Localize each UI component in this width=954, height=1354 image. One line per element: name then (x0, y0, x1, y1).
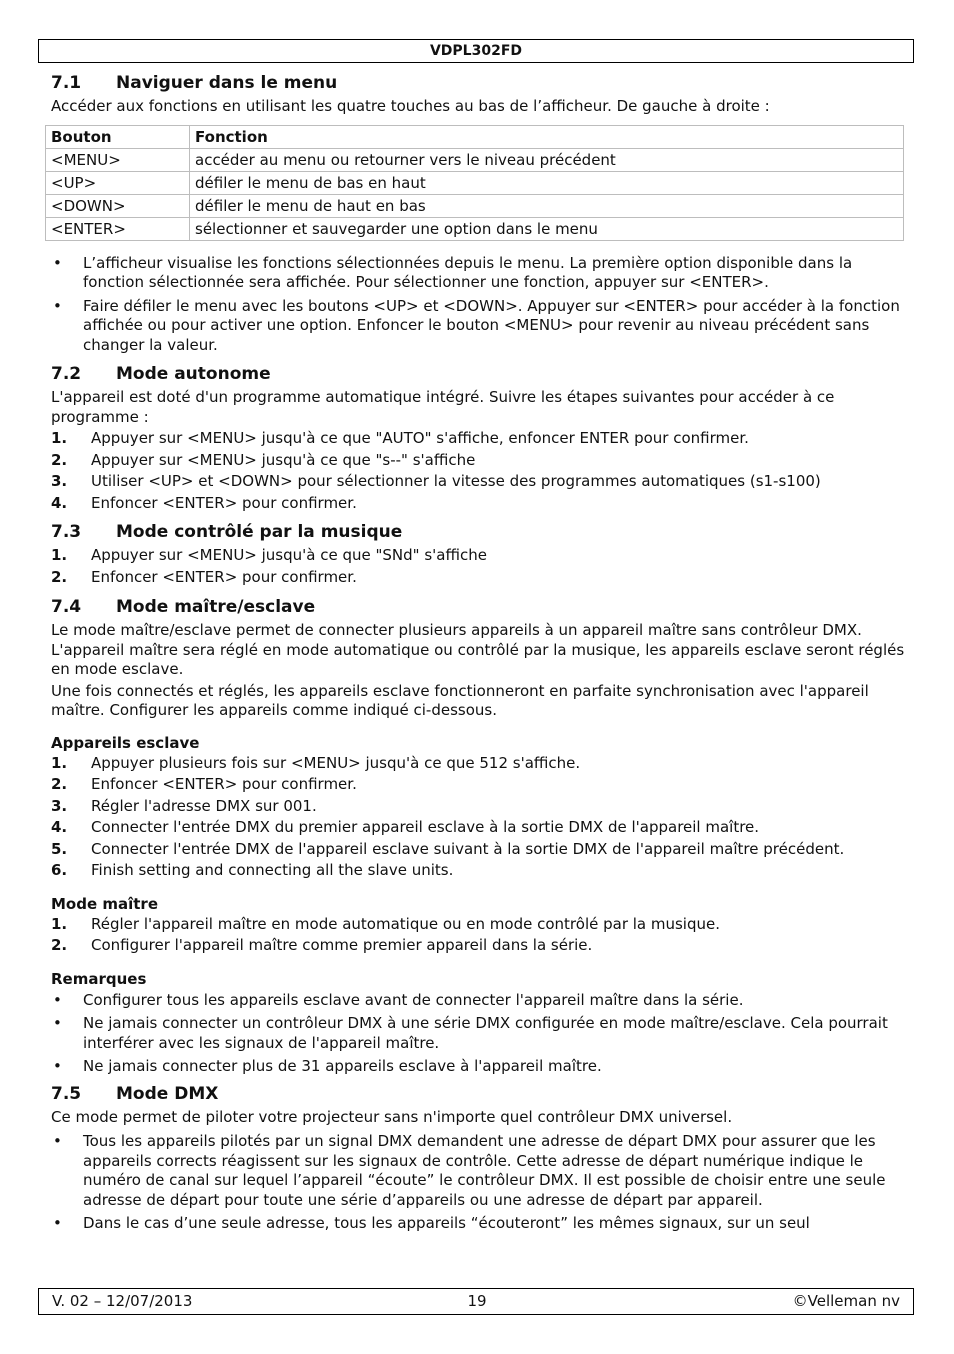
page-content (51, 70, 911, 1234)
section-heading-7-2: 7.2 Mode autonome (51, 364, 271, 384)
numbered-list (51, 753, 911, 882)
paragraph: Le mode maître/esclave permet de connecter plusieurs appareils à un appareil maître sans contrôleur DMX. L'appareil maître sera réglé en mode automatique ou contrôlé par la musique, les appareils esclave seront réglés en mode esclave. (51, 621, 905, 678)
list-item: 3. Utiliser <UP> et <DOWN> pour sélectionner la vitesse des programmes automatiques (s1-s100) (51, 472, 821, 490)
table-header-cell: Bouton (46, 125, 190, 148)
list-item: 2. Appuyer sur <MENU> jusqu'à ce que "s--" s'affiche (51, 450, 476, 469)
bullet-list (51, 991, 911, 1077)
table-cell: <MENU> (46, 148, 190, 171)
list-item: 3. Régler l'adresse DMX sur 001. (51, 796, 317, 815)
list-item: 2. Configurer l'appareil maître comme premier appareil dans la série. (51, 936, 593, 954)
list-item: 4. Enfoncer <ENTER> pour confirmer. (51, 493, 357, 512)
numbered-list (51, 428, 911, 514)
table-cell: <DOWN> (46, 194, 190, 217)
table-header-cell: Fonction (190, 125, 904, 148)
table-cell: défiler le menu de bas en haut (190, 171, 904, 194)
list-item: • Faire défiler le menu avec les boutons <UP> et <DOWN>. Appuyer sur <ENTER> pour accéder à la fonction affichée ou pour activer une option. Enfoncer le bouton <MENU> pour revenir au niveau précédent sans changer la valeur. (51, 297, 911, 356)
table-cell: accéder au menu ou retourner vers le niveau précédent (190, 148, 904, 171)
list-item: • Dans le cas d’une seule adresse, tous les appareils “écouteront” les mêmes signaux, sur un seul (51, 1214, 911, 1234)
paragraph: Une fois connectés et réglés, les appareils esclave fonctionneront en parfaite synchronisation avec l'appareil maître. Configurer les appareils comme indiqué ci-dessous. (51, 681, 869, 719)
bullet-list (51, 1132, 911, 1234)
table-cell: <ENTER> (46, 217, 190, 240)
table-header-row (46, 125, 904, 148)
numbered-list (51, 545, 911, 588)
subheading-remarks: Remarques (51, 969, 147, 988)
section-intro: L'appareil est doté d'un programme automatique intégré. Suivre les étapes suivantes pour accéder à ce programme : (51, 388, 835, 426)
subheading-slave: Appareils esclave (51, 733, 200, 752)
subheading-master: Mode maître (51, 894, 158, 913)
section-intro: Ce mode permet de piloter votre projecteur sans n'importe quel contrôleur DMX universel. (51, 1107, 733, 1126)
list-item: 4. Connecter l'entrée DMX du premier appareil esclave à la sortie DMX de l'appareil maître. (51, 818, 760, 836)
list-item: 5. Connecter l'entrée DMX de l'appareil esclave suivant à la sortie DMX de l'appareil maître précédent. (51, 839, 845, 858)
list-item: • L’afficheur visualise les fonctions sélectionnées depuis le menu. La première option disponible dans la fonction sélectionnée sera affichée. Pour sélectionner une fonction, appuyer sur <ENTER>. (51, 254, 911, 293)
section-heading-7-1: 7.1 Naviguer dans le menu (51, 73, 338, 93)
table-row (46, 217, 904, 240)
table-cell: <UP> (46, 171, 190, 194)
page-number: 19 (467, 1292, 487, 1310)
button-table (45, 125, 904, 241)
version-date: V. 02 – 12/07/2013 (52, 1292, 193, 1310)
list-item: • Tous les appareils pilotés par un signal DMX demandent une adresse de départ DMX pour assurer que les appareils corrects réagissent sur les signaux de contrôle. Cette adresse de départ numérique indique le numéro de canal sur lequel l’appareil “écoute” le contrôleur DMX. Il est possible de choisir entre une seule adresse de départ pour toute une série d’appareils ou une adresse de départ par appareil. (51, 1132, 911, 1210)
list-item: 2. Enfoncer <ENTER> pour confirmer. (51, 567, 357, 586)
page-header (38, 39, 914, 63)
model-name: VDPL302FD (429, 43, 523, 59)
table-cell: sélectionner et sauvegarder une option dans le menu (190, 217, 904, 240)
bullet-list (51, 254, 911, 356)
list-item: 1. Appuyer plusieurs fois sur <MENU> jusqu'à ce que 512 s'affiche. (51, 753, 581, 772)
list-item: 1. Régler l'appareil maître en mode automatique ou en mode contrôlé par la musique. (51, 914, 721, 933)
table-row (46, 171, 904, 194)
copyright: ©Velleman nv (792, 1292, 900, 1310)
numbered-list (51, 914, 911, 957)
list-item: • Ne jamais connecter un contrôleur DMX à une série DMX configurée en mode maître/esclave. Cela pourrait interférer avec les signaux de l'appareil maître. (51, 1014, 911, 1053)
list-item: • Ne jamais connecter plus de 31 appareils esclave à l'appareil maître. (51, 1057, 911, 1077)
section-intro: Accéder aux fonctions en utilisant les quatre touches au bas de l’afficheur. De gauche à droite : (51, 97, 770, 115)
list-item: • Configurer tous les appareils esclave avant de connecter l'appareil maître dans la série. (51, 991, 911, 1011)
list-item: 6. Finish setting and connecting all the slave units. (51, 861, 454, 879)
section-heading-7-3: 7.3 Mode contrôlé par la musique (51, 522, 403, 542)
section-heading-7-5: 7.5 Mode DMX (51, 1083, 219, 1104)
page-footer (38, 1288, 914, 1315)
list-item: 1. Appuyer sur <MENU> jusqu'à ce que "AUTO" s'affiche, enfoncer ENTER pour confirmer. (51, 429, 749, 447)
section-heading-7-4: 7.4 Mode maître/esclave (51, 597, 316, 617)
table-cell: défiler le menu de haut en bas (190, 194, 904, 217)
list-item: 2. Enfoncer <ENTER> pour confirmer. (51, 775, 357, 793)
table-row (46, 148, 904, 171)
list-item: 1. Appuyer sur <MENU> jusqu'à ce que "SNd" s'affiche (51, 546, 487, 564)
table-row (46, 194, 904, 217)
